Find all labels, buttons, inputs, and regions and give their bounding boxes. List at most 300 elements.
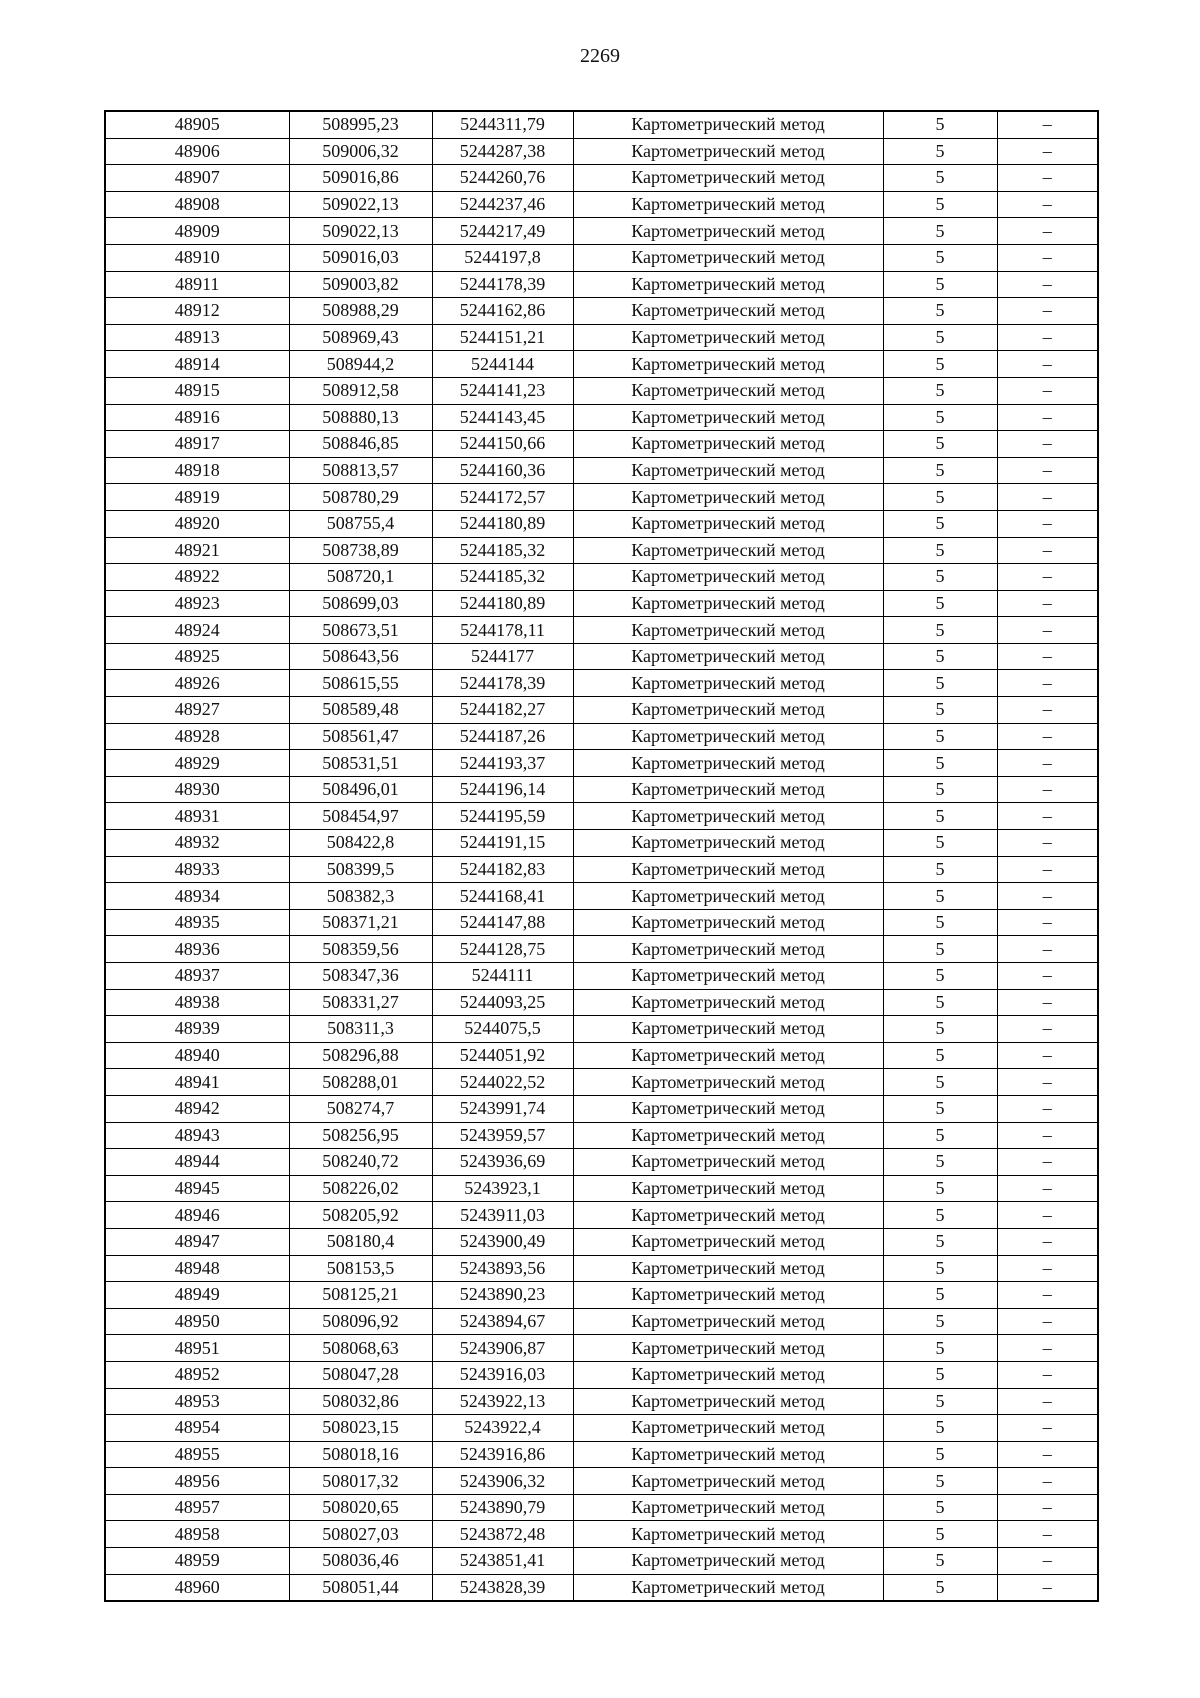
table-row xyxy=(105,1548,1098,1575)
method-cell: Картометрический метод xyxy=(573,1521,883,1548)
point-number-cell: 48958 xyxy=(105,1521,289,1548)
x-coordinate-cell: 508643,56 xyxy=(289,643,432,670)
table-row xyxy=(105,404,1098,431)
accuracy-cell: 5 xyxy=(883,377,997,404)
method-cell: Картометрический метод xyxy=(573,404,883,431)
table-row xyxy=(105,697,1098,724)
point-number-cell: 48922 xyxy=(105,564,289,591)
x-coordinate-cell: 508496,01 xyxy=(289,776,432,803)
table-row xyxy=(105,750,1098,777)
y-coordinate-cell: 5243936,69 xyxy=(432,1149,573,1176)
method-cell: Картометрический метод xyxy=(573,1548,883,1575)
accuracy-cell: 5 xyxy=(883,643,997,670)
point-number-cell: 48906 xyxy=(105,138,289,165)
point-number-cell: 48939 xyxy=(105,1016,289,1043)
table-row xyxy=(105,1149,1098,1176)
point-number-cell: 48943 xyxy=(105,1122,289,1149)
x-coordinate-cell: 508738,89 xyxy=(289,537,432,564)
accuracy-cell: 5 xyxy=(883,590,997,617)
description-cell: – xyxy=(997,1095,1098,1122)
y-coordinate-cell: 5244168,41 xyxy=(432,883,573,910)
point-number-cell: 48938 xyxy=(105,989,289,1016)
method-cell: Картометрический метод xyxy=(573,963,883,990)
method-cell: Картометрический метод xyxy=(573,1415,883,1442)
x-coordinate-cell: 508347,36 xyxy=(289,963,432,990)
point-number-cell: 48951 xyxy=(105,1335,289,1362)
accuracy-cell: 5 xyxy=(883,324,997,351)
coordinates-table-body xyxy=(105,111,1098,1601)
description-cell: – xyxy=(997,1521,1098,1548)
y-coordinate-cell: 5244237,46 xyxy=(432,191,573,218)
description-cell: – xyxy=(997,750,1098,777)
x-coordinate-cell: 508988,29 xyxy=(289,298,432,325)
description-cell: – xyxy=(997,1548,1098,1575)
y-coordinate-cell: 5243923,1 xyxy=(432,1175,573,1202)
table-row xyxy=(105,1361,1098,1388)
y-coordinate-cell: 5244182,83 xyxy=(432,856,573,883)
description-cell: – xyxy=(997,670,1098,697)
x-coordinate-cell: 508880,13 xyxy=(289,404,432,431)
x-coordinate-cell: 508226,02 xyxy=(289,1175,432,1202)
y-coordinate-cell: 5244147,88 xyxy=(432,909,573,936)
table-row xyxy=(105,298,1098,325)
y-coordinate-cell: 5243916,03 xyxy=(432,1361,573,1388)
y-coordinate-cell: 5244128,75 xyxy=(432,936,573,963)
description-cell: – xyxy=(997,1494,1098,1521)
accuracy-cell: 5 xyxy=(883,165,997,192)
y-coordinate-cell: 5244196,14 xyxy=(432,776,573,803)
accuracy-cell: 5 xyxy=(883,883,997,910)
table-row xyxy=(105,590,1098,617)
description-cell: – xyxy=(997,298,1098,325)
method-cell: Картометрический метод xyxy=(573,457,883,484)
accuracy-cell: 5 xyxy=(883,1255,997,1282)
x-coordinate-cell: 508017,32 xyxy=(289,1468,432,1495)
table-row xyxy=(105,643,1098,670)
method-cell: Картометрический метод xyxy=(573,1069,883,1096)
table-row xyxy=(105,776,1098,803)
method-cell: Картометрический метод xyxy=(573,1468,883,1495)
method-cell: Картометрический метод xyxy=(573,750,883,777)
point-number-cell: 48960 xyxy=(105,1574,289,1601)
table-row xyxy=(105,1042,1098,1069)
y-coordinate-cell: 5244150,66 xyxy=(432,431,573,458)
description-cell: – xyxy=(997,537,1098,564)
table-row xyxy=(105,1494,1098,1521)
x-coordinate-cell: 508288,01 xyxy=(289,1069,432,1096)
accuracy-cell: 5 xyxy=(883,510,997,537)
point-number-cell: 48927 xyxy=(105,697,289,724)
y-coordinate-cell: 5244172,57 xyxy=(432,484,573,511)
description-cell: – xyxy=(997,1388,1098,1415)
method-cell: Картометрический метод xyxy=(573,803,883,830)
method-cell: Картометрический метод xyxy=(573,484,883,511)
method-cell: Картометрический метод xyxy=(573,1574,883,1601)
x-coordinate-cell: 508027,03 xyxy=(289,1521,432,1548)
description-cell: – xyxy=(997,324,1098,351)
y-coordinate-cell: 5244185,32 xyxy=(432,537,573,564)
table-row xyxy=(105,271,1098,298)
description-cell: – xyxy=(997,909,1098,936)
table-row xyxy=(105,377,1098,404)
method-cell: Картометрический метод xyxy=(573,1282,883,1309)
accuracy-cell: 5 xyxy=(883,1548,997,1575)
point-number-cell: 48957 xyxy=(105,1494,289,1521)
method-cell: Картометрический метод xyxy=(573,617,883,644)
point-number-cell: 48910 xyxy=(105,244,289,271)
method-cell: Картометрический метод xyxy=(573,1361,883,1388)
table-row xyxy=(105,1441,1098,1468)
accuracy-cell: 5 xyxy=(883,271,997,298)
method-cell: Картометрический метод xyxy=(573,351,883,378)
description-cell: – xyxy=(997,1308,1098,1335)
point-number-cell: 48931 xyxy=(105,803,289,830)
point-number-cell: 48932 xyxy=(105,830,289,857)
y-coordinate-cell: 5244191,15 xyxy=(432,830,573,857)
table-row xyxy=(105,1468,1098,1495)
point-number-cell: 48934 xyxy=(105,883,289,910)
accuracy-cell: 5 xyxy=(883,404,997,431)
accuracy-cell: 5 xyxy=(883,723,997,750)
description-cell: – xyxy=(997,936,1098,963)
y-coordinate-cell: 5243890,23 xyxy=(432,1282,573,1309)
table-row xyxy=(105,1255,1098,1282)
x-coordinate-cell: 508032,86 xyxy=(289,1388,432,1415)
y-coordinate-cell: 5244182,27 xyxy=(432,697,573,724)
method-cell: Картометрический метод xyxy=(573,723,883,750)
point-number-cell: 48913 xyxy=(105,324,289,351)
description-cell: – xyxy=(997,484,1098,511)
point-number-cell: 48941 xyxy=(105,1069,289,1096)
description-cell: – xyxy=(997,1415,1098,1442)
coordinates-table xyxy=(104,110,1099,1602)
method-cell: Картометрический метод xyxy=(573,191,883,218)
table-row xyxy=(105,191,1098,218)
point-number-cell: 48944 xyxy=(105,1149,289,1176)
x-coordinate-cell: 508018,16 xyxy=(289,1441,432,1468)
y-coordinate-cell: 5244177 xyxy=(432,643,573,670)
method-cell: Картометрический метод xyxy=(573,1175,883,1202)
point-number-cell: 48915 xyxy=(105,377,289,404)
accuracy-cell: 5 xyxy=(883,138,997,165)
accuracy-cell: 5 xyxy=(883,484,997,511)
table-row xyxy=(105,723,1098,750)
y-coordinate-cell: 5244195,59 xyxy=(432,803,573,830)
y-coordinate-cell: 5244197,8 xyxy=(432,244,573,271)
description-cell: – xyxy=(997,1202,1098,1229)
description-cell: – xyxy=(997,431,1098,458)
page-number: 2269 xyxy=(580,45,620,67)
point-number-cell: 48928 xyxy=(105,723,289,750)
description-cell: – xyxy=(997,457,1098,484)
table-row xyxy=(105,1095,1098,1122)
y-coordinate-cell: 5243872,48 xyxy=(432,1521,573,1548)
method-cell: Картометрический метод xyxy=(573,936,883,963)
table-row xyxy=(105,1388,1098,1415)
x-coordinate-cell: 508422,8 xyxy=(289,830,432,857)
point-number-cell: 48923 xyxy=(105,590,289,617)
x-coordinate-cell: 508382,3 xyxy=(289,883,432,910)
point-number-cell: 48954 xyxy=(105,1415,289,1442)
y-coordinate-cell: 5244178,11 xyxy=(432,617,573,644)
y-coordinate-cell: 5243894,67 xyxy=(432,1308,573,1335)
description-cell: – xyxy=(997,165,1098,192)
table-row xyxy=(105,351,1098,378)
table-row xyxy=(105,457,1098,484)
point-number-cell: 48953 xyxy=(105,1388,289,1415)
y-coordinate-cell: 5243828,39 xyxy=(432,1574,573,1601)
table-row xyxy=(105,830,1098,857)
table-row xyxy=(105,111,1098,138)
accuracy-cell: 5 xyxy=(883,1308,997,1335)
x-coordinate-cell: 508813,57 xyxy=(289,457,432,484)
table-row xyxy=(105,670,1098,697)
table-row xyxy=(105,803,1098,830)
method-cell: Картометрический метод xyxy=(573,1308,883,1335)
x-coordinate-cell: 508846,85 xyxy=(289,431,432,458)
accuracy-cell: 5 xyxy=(883,989,997,1016)
accuracy-cell: 5 xyxy=(883,111,997,138)
accuracy-cell: 5 xyxy=(883,776,997,803)
accuracy-cell: 5 xyxy=(883,963,997,990)
description-cell: – xyxy=(997,617,1098,644)
point-number-cell: 48930 xyxy=(105,776,289,803)
accuracy-cell: 5 xyxy=(883,1069,997,1096)
table-row xyxy=(105,1415,1098,1442)
method-cell: Картометрический метод xyxy=(573,1016,883,1043)
x-coordinate-cell: 508180,4 xyxy=(289,1228,432,1255)
accuracy-cell: 5 xyxy=(883,617,997,644)
x-coordinate-cell: 509003,82 xyxy=(289,271,432,298)
accuracy-cell: 5 xyxy=(883,1521,997,1548)
x-coordinate-cell: 508036,46 xyxy=(289,1548,432,1575)
description-cell: – xyxy=(997,590,1098,617)
table-row xyxy=(105,324,1098,351)
y-coordinate-cell: 5243890,79 xyxy=(432,1494,573,1521)
table-row xyxy=(105,1202,1098,1229)
accuracy-cell: 5 xyxy=(883,244,997,271)
accuracy-cell: 5 xyxy=(883,1228,997,1255)
x-coordinate-cell: 508399,5 xyxy=(289,856,432,883)
y-coordinate-cell: 5244180,89 xyxy=(432,510,573,537)
point-number-cell: 48940 xyxy=(105,1042,289,1069)
y-coordinate-cell: 5243851,41 xyxy=(432,1548,573,1575)
description-cell: – xyxy=(997,404,1098,431)
method-cell: Картометрический метод xyxy=(573,537,883,564)
description-cell: – xyxy=(997,271,1098,298)
accuracy-cell: 5 xyxy=(883,670,997,697)
description-cell: – xyxy=(997,1175,1098,1202)
accuracy-cell: 5 xyxy=(883,1388,997,1415)
y-coordinate-cell: 5243906,32 xyxy=(432,1468,573,1495)
description-cell: – xyxy=(997,1255,1098,1282)
accuracy-cell: 5 xyxy=(883,1335,997,1362)
point-number-cell: 48921 xyxy=(105,537,289,564)
x-coordinate-cell: 508371,21 xyxy=(289,909,432,936)
description-cell: – xyxy=(997,1016,1098,1043)
point-number-cell: 48917 xyxy=(105,431,289,458)
table-row xyxy=(105,1282,1098,1309)
table-row xyxy=(105,1069,1098,1096)
x-coordinate-cell: 508589,48 xyxy=(289,697,432,724)
point-number-cell: 48949 xyxy=(105,1282,289,1309)
method-cell: Картометрический метод xyxy=(573,1335,883,1362)
y-coordinate-cell: 5243906,87 xyxy=(432,1335,573,1362)
point-number-cell: 48914 xyxy=(105,351,289,378)
description-cell: – xyxy=(997,830,1098,857)
accuracy-cell: 5 xyxy=(883,856,997,883)
accuracy-cell: 5 xyxy=(883,1016,997,1043)
description-cell: – xyxy=(997,1335,1098,1362)
description-cell: – xyxy=(997,111,1098,138)
method-cell: Картометрический метод xyxy=(573,1149,883,1176)
x-coordinate-cell: 508944,2 xyxy=(289,351,432,378)
point-number-cell: 48911 xyxy=(105,271,289,298)
description-cell: – xyxy=(997,244,1098,271)
description-cell: – xyxy=(997,510,1098,537)
table-row xyxy=(105,909,1098,936)
x-coordinate-cell: 508755,4 xyxy=(289,510,432,537)
point-number-cell: 48955 xyxy=(105,1441,289,1468)
method-cell: Картометрический метод xyxy=(573,298,883,325)
point-number-cell: 48916 xyxy=(105,404,289,431)
y-coordinate-cell: 5244260,76 xyxy=(432,165,573,192)
point-number-cell: 48907 xyxy=(105,165,289,192)
description-cell: – xyxy=(997,883,1098,910)
description-cell: – xyxy=(997,1122,1098,1149)
x-coordinate-cell: 508720,1 xyxy=(289,564,432,591)
table-row xyxy=(105,218,1098,245)
accuracy-cell: 5 xyxy=(883,298,997,325)
table-row xyxy=(105,1521,1098,1548)
y-coordinate-cell: 5243959,57 xyxy=(432,1122,573,1149)
table-row xyxy=(105,431,1098,458)
x-coordinate-cell: 509022,13 xyxy=(289,191,432,218)
y-coordinate-cell: 5244185,32 xyxy=(432,564,573,591)
method-cell: Картометрический метод xyxy=(573,564,883,591)
method-cell: Картометрический метод xyxy=(573,1441,883,1468)
method-cell: Картометрический метод xyxy=(573,324,883,351)
table-row xyxy=(105,564,1098,591)
y-coordinate-cell: 5244093,25 xyxy=(432,989,573,1016)
point-number-cell: 48919 xyxy=(105,484,289,511)
x-coordinate-cell: 508311,3 xyxy=(289,1016,432,1043)
x-coordinate-cell: 508096,92 xyxy=(289,1308,432,1335)
description-cell: – xyxy=(997,803,1098,830)
x-coordinate-cell: 508240,72 xyxy=(289,1149,432,1176)
x-coordinate-cell: 508296,88 xyxy=(289,1042,432,1069)
accuracy-cell: 5 xyxy=(883,909,997,936)
description-cell: – xyxy=(997,138,1098,165)
method-cell: Картометрический метод xyxy=(573,697,883,724)
accuracy-cell: 5 xyxy=(883,1494,997,1521)
y-coordinate-cell: 5244193,37 xyxy=(432,750,573,777)
method-cell: Картометрический метод xyxy=(573,1202,883,1229)
accuracy-cell: 5 xyxy=(883,564,997,591)
y-coordinate-cell: 5244287,38 xyxy=(432,138,573,165)
method-cell: Картометрический метод xyxy=(573,111,883,138)
table-row xyxy=(105,510,1098,537)
y-coordinate-cell: 5243911,03 xyxy=(432,1202,573,1229)
point-number-cell: 48952 xyxy=(105,1361,289,1388)
table-row xyxy=(105,1122,1098,1149)
method-cell: Картометрический метод xyxy=(573,1228,883,1255)
accuracy-cell: 5 xyxy=(883,750,997,777)
x-coordinate-cell: 508359,56 xyxy=(289,936,432,963)
method-cell: Картометрический метод xyxy=(573,431,883,458)
x-coordinate-cell: 509006,32 xyxy=(289,138,432,165)
x-coordinate-cell: 508699,03 xyxy=(289,590,432,617)
point-number-cell: 48920 xyxy=(105,510,289,537)
method-cell: Картометрический метод xyxy=(573,883,883,910)
table-row xyxy=(105,883,1098,910)
point-number-cell: 48909 xyxy=(105,218,289,245)
description-cell: – xyxy=(997,643,1098,670)
method-cell: Картометрический метод xyxy=(573,165,883,192)
method-cell: Картометрический метод xyxy=(573,776,883,803)
method-cell: Картометрический метод xyxy=(573,1388,883,1415)
table-row xyxy=(105,1016,1098,1043)
x-coordinate-cell: 508068,63 xyxy=(289,1335,432,1362)
accuracy-cell: 5 xyxy=(883,1282,997,1309)
description-cell: – xyxy=(997,1441,1098,1468)
method-cell: Картометрический метод xyxy=(573,643,883,670)
description-cell: – xyxy=(997,218,1098,245)
accuracy-cell: 5 xyxy=(883,1468,997,1495)
accuracy-cell: 5 xyxy=(883,803,997,830)
method-cell: Картометрический метод xyxy=(573,989,883,1016)
method-cell: Картометрический метод xyxy=(573,377,883,404)
y-coordinate-cell: 5243922,13 xyxy=(432,1388,573,1415)
table-row xyxy=(105,1175,1098,1202)
x-coordinate-cell: 508912,58 xyxy=(289,377,432,404)
description-cell: – xyxy=(997,1574,1098,1601)
y-coordinate-cell: 5244051,92 xyxy=(432,1042,573,1069)
y-coordinate-cell: 5244141,23 xyxy=(432,377,573,404)
description-cell: – xyxy=(997,989,1098,1016)
point-number-cell: 48946 xyxy=(105,1202,289,1229)
method-cell: Картометрический метод xyxy=(573,856,883,883)
description-cell: – xyxy=(997,377,1098,404)
point-number-cell: 48926 xyxy=(105,670,289,697)
point-number-cell: 48950 xyxy=(105,1308,289,1335)
method-cell: Картометрический метод xyxy=(573,1042,883,1069)
y-coordinate-cell: 5243991,74 xyxy=(432,1095,573,1122)
x-coordinate-cell: 509016,86 xyxy=(289,165,432,192)
description-cell: – xyxy=(997,1228,1098,1255)
method-cell: Картометрический метод xyxy=(573,1255,883,1282)
y-coordinate-cell: 5243900,49 xyxy=(432,1228,573,1255)
x-coordinate-cell: 508561,47 xyxy=(289,723,432,750)
table-row xyxy=(105,244,1098,271)
table-row xyxy=(105,856,1098,883)
method-cell: Картометрический метод xyxy=(573,1494,883,1521)
x-coordinate-cell: 508673,51 xyxy=(289,617,432,644)
description-cell: – xyxy=(997,856,1098,883)
table-row xyxy=(105,617,1098,644)
accuracy-cell: 5 xyxy=(883,1175,997,1202)
y-coordinate-cell: 5243916,86 xyxy=(432,1441,573,1468)
x-coordinate-cell: 508780,29 xyxy=(289,484,432,511)
point-number-cell: 48936 xyxy=(105,936,289,963)
accuracy-cell: 5 xyxy=(883,431,997,458)
accuracy-cell: 5 xyxy=(883,537,997,564)
accuracy-cell: 5 xyxy=(883,1149,997,1176)
accuracy-cell: 5 xyxy=(883,1042,997,1069)
point-number-cell: 48908 xyxy=(105,191,289,218)
accuracy-cell: 5 xyxy=(883,191,997,218)
point-number-cell: 48912 xyxy=(105,298,289,325)
